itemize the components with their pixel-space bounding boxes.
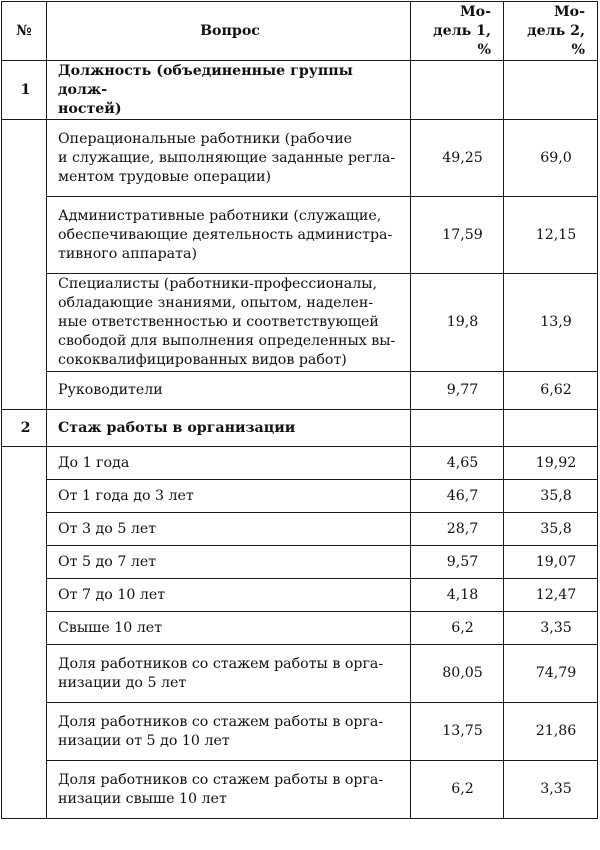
value-text: 9,57 (446, 553, 479, 570)
header-model-2-line-2: дель 2, % (527, 22, 585, 58)
question-line: ные ответственностью и соответствующей (58, 314, 379, 330)
section-empty-cell (504, 410, 598, 447)
table-row (2, 513, 598, 546)
model-1-value (411, 761, 504, 819)
value-text: 6,62 (540, 382, 572, 398)
question-cell: От 1 года до 3 лет (47, 480, 411, 513)
question-line: низации до 5 лет (58, 674, 187, 691)
section-number: 1 (2, 61, 47, 120)
table-row (2, 120, 598, 197)
question-line: тивного аппарата) (58, 245, 197, 262)
table-row (2, 372, 598, 410)
question-line: обладающие знаниями, опытом, наделен- (58, 295, 374, 311)
model-2-value (504, 612, 598, 645)
section-title-line-2: ностей) (58, 100, 122, 117)
model-2-value (504, 703, 598, 761)
model-1-value (411, 579, 504, 612)
model-2-value (504, 761, 598, 819)
value-text: 4,18 (446, 586, 479, 603)
table-row (2, 546, 598, 579)
section-row-position (2, 61, 598, 120)
value-text: 80,05 (442, 665, 483, 681)
model-2-value (504, 546, 598, 579)
section-number-spacer (2, 120, 47, 410)
question-cell: До 1 года (47, 447, 411, 480)
question-cell (47, 197, 411, 274)
value-text: 74,79 (535, 665, 577, 681)
table-row (2, 703, 598, 761)
question-cell (47, 703, 411, 761)
question-line: и служащие, выполняющие заданные регла- (58, 149, 396, 166)
question-line: Операциональные работники (рабочие (58, 130, 353, 147)
table-row (2, 480, 598, 513)
model-1-value (411, 612, 504, 645)
value-text: 17,59 (442, 226, 483, 243)
value-text: 3,35 (540, 781, 572, 797)
model-2-value (504, 197, 598, 274)
section-number: 2 (2, 410, 47, 447)
value-text: 49,25 (442, 149, 483, 166)
question-cell: От 5 до 7 лет (47, 546, 411, 579)
model-2-value (504, 372, 598, 410)
model-1-value (411, 645, 504, 703)
section-title-line-1: Должность (объединенные группы долж- (58, 62, 353, 98)
table-row (2, 579, 598, 612)
question-cell: От 7 до 10 лет (47, 579, 411, 612)
value-text: 19,8 (446, 314, 479, 330)
section-empty-cell (504, 61, 598, 120)
question-line: обеспечивающие деятельность администра- (58, 226, 393, 243)
question-line: Доля работников со стажем работы в орга- (58, 771, 384, 788)
value-text: 6,2 (451, 619, 474, 636)
question-cell (47, 274, 411, 372)
question-line: Специалисты (работники-профессионалы, (58, 276, 378, 292)
question-cell (47, 645, 411, 703)
value-text: 19,92 (535, 454, 577, 471)
question-line: низации от 5 до 10 лет (58, 732, 230, 749)
model-1-value (411, 274, 504, 372)
table-row (2, 197, 598, 274)
question-line: Доля работников со стажем работы в орга- (58, 655, 384, 672)
header-model-1-line-2: дель 1, % (433, 22, 491, 58)
value-text: 21,86 (535, 723, 577, 739)
header-number: № (2, 2, 47, 61)
section-empty-cell (411, 410, 504, 447)
table-row (2, 612, 598, 645)
model-2-value (504, 645, 598, 703)
value-text: 9,77 (446, 382, 479, 398)
question-cell (47, 120, 411, 197)
question-cell: Свыше 10 лет (47, 612, 411, 645)
question-cell (47, 761, 411, 819)
header-model-1-line-1: Мо- (459, 3, 491, 20)
question-line: ментом трудовые операции) (58, 168, 272, 185)
question-line: сококвалифицированных видов работ) (58, 352, 347, 368)
header-question: Вопрос (47, 2, 411, 61)
model-1-value (411, 480, 504, 513)
value-text: 28,7 (446, 520, 479, 537)
question-line: Доля работников со стажем работы в орга- (58, 713, 384, 730)
table-header-row (2, 2, 598, 61)
section-empty-cell (411, 61, 504, 120)
question-cell: Руководители (47, 372, 411, 410)
question-line: свободой для выполнения определенных вы- (58, 333, 396, 349)
model-2-value (504, 274, 598, 372)
value-text: 35,8 (540, 520, 572, 537)
value-text: 4,65 (446, 454, 479, 471)
section-title (47, 61, 411, 120)
model-2-value (504, 447, 598, 480)
value-text: 3,35 (540, 619, 572, 636)
header-model-2 (504, 2, 598, 61)
value-text: 35,8 (540, 487, 572, 504)
table-row (2, 761, 598, 819)
section-title: Стаж работы в организации (47, 410, 411, 447)
section-number-spacer (2, 447, 47, 819)
model-1-value (411, 703, 504, 761)
model-2-value (504, 480, 598, 513)
model-1-value (411, 513, 504, 546)
table-row (2, 447, 598, 480)
value-text: 12,15 (535, 226, 577, 243)
value-text: 13,75 (442, 723, 483, 739)
table-row (2, 645, 598, 703)
model-1-value (411, 372, 504, 410)
table-row (2, 274, 598, 372)
model-2-value (504, 120, 598, 197)
header-model-1 (411, 2, 504, 61)
header-model-2-line-1: Мо- (553, 3, 585, 20)
section-row-experience (2, 410, 598, 447)
value-text: 46,7 (446, 487, 479, 504)
model-1-value (411, 120, 504, 197)
question-cell: От 3 до 5 лет (47, 513, 411, 546)
question-line: низации свыше 10 лет (58, 790, 227, 807)
value-text: 6,2 (451, 781, 474, 797)
model-1-value (411, 197, 504, 274)
survey-models-table (1, 1, 598, 819)
model-2-value (504, 513, 598, 546)
model-1-value (411, 447, 504, 480)
model-2-value (504, 579, 598, 612)
question-line: Административные работники (служащие, (58, 207, 382, 224)
value-text: 69,0 (540, 149, 572, 166)
value-text: 19,07 (535, 553, 577, 570)
model-1-value (411, 546, 504, 579)
value-text: 13,9 (540, 314, 572, 330)
value-text: 12,47 (535, 586, 577, 603)
